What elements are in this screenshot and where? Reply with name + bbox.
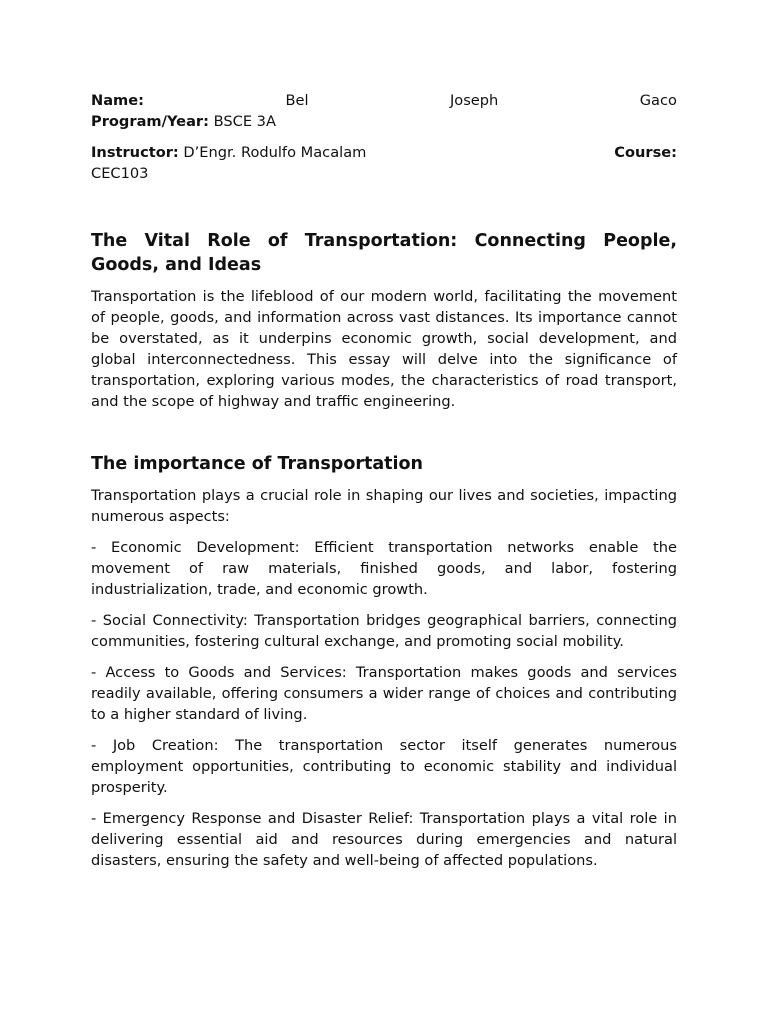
program-line bbox=[91, 111, 677, 132]
name-last: Gaco bbox=[639, 92, 677, 109]
instructor-label: Instructor: bbox=[91, 144, 179, 161]
section-lead: Transportation plays a crucial role in shaping our lives and societies, impacting numerous aspects: bbox=[91, 487, 677, 525]
point-job-creation: - Job Creation: The transportation sector itself generates numerous employment opportunities, contributing to economic stability and individual prosperity. bbox=[91, 737, 677, 796]
section-heading: The importance of Transportation bbox=[91, 454, 423, 474]
document-content bbox=[91, 90, 677, 871]
instructor-value: D’Engr. Rodulfo Macalam bbox=[183, 144, 367, 161]
instructor-group bbox=[91, 142, 366, 163]
program-label: Program/Year: bbox=[91, 113, 209, 130]
point-social-connectivity: - Social Connectivity: Transportation bridges geographical barriers, connecting communities, fostering cultural exchange, and promoting social mobility. bbox=[91, 612, 677, 650]
instructor-line bbox=[91, 142, 677, 163]
point-access-goods-services: - Access to Goods and Services: Transportation makes goods and services readily available, offering consumers a wider range of choices and contributing to a higher standard of living. bbox=[91, 664, 677, 723]
point-emergency-response: - Emergency Response and Disaster Relief: Transportation plays a vital role in delivering essential aid and resources during emergencies and natural disasters, ensuring the safety and well-being of affected populations. bbox=[91, 810, 677, 869]
name-middle: Joseph bbox=[449, 92, 499, 109]
course-value: CEC103 bbox=[91, 165, 149, 182]
essay-title: The Vital Role of Transportation: Connecting People, Goods, and Ideas bbox=[91, 231, 677, 275]
name-first: Bel bbox=[285, 92, 309, 109]
name-line bbox=[91, 90, 677, 111]
program-value: BSCE 3A bbox=[213, 113, 276, 130]
intro-paragraph: Transportation is the lifeblood of our modern world, facilitating the movement of people, goods, and information across vast distances. Its importance cannot be overstated, as it underpins economic growth, social development, and global interconnectedness. This essay will delve into the significance of transportation, exploring various modes, the characteristics of road transport, and the scope of highway and traffic engineering. bbox=[91, 288, 677, 410]
name-label: Name: bbox=[91, 92, 145, 109]
course-label: Course: bbox=[614, 144, 677, 161]
point-economic-development: - Economic Development: Efficient transportation networks enable the movement of raw materials, finished goods, and labor, fostering industrialization, trade, and economic growth. bbox=[91, 539, 677, 598]
